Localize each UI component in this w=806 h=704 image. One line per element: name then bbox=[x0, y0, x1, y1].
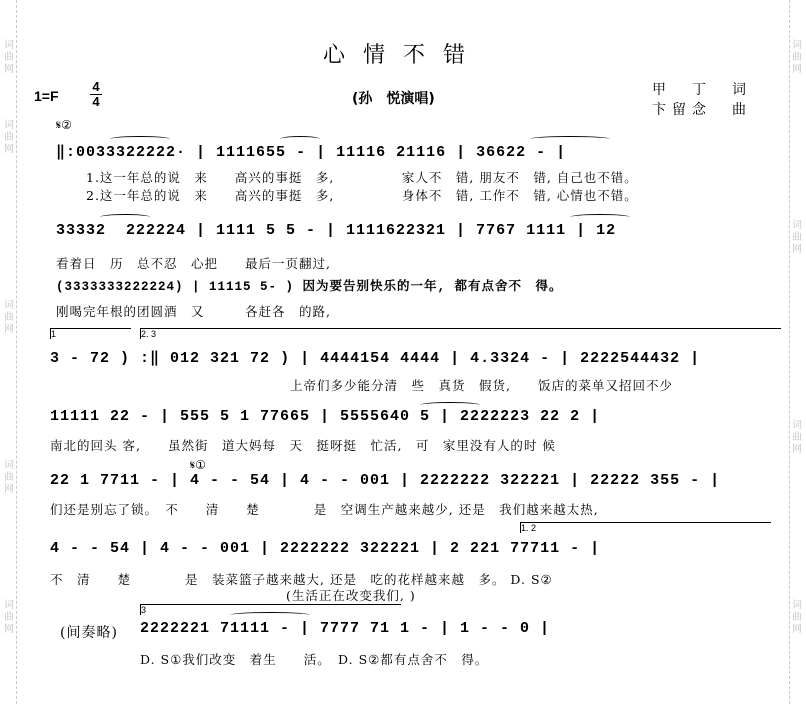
watermark-char: 网 bbox=[792, 444, 802, 455]
watermark-column-left bbox=[2, 0, 17, 704]
watermark-column-right bbox=[789, 0, 804, 704]
lyric-row: (生活正在改变我们, ) bbox=[286, 588, 416, 603]
lyric-row: (3333333222224) | 11115 5- ) 因为要告别快乐的一年, 都有点舍不 得。 bbox=[56, 280, 563, 294]
ending-number: 2. 3 bbox=[141, 329, 157, 339]
lyric-row: 南北的回头 客, 虽然街 道大妈每 天 挺呀挺 忙活, 可 家里没有人的时 候 bbox=[50, 438, 556, 453]
song-title: 心情不错 bbox=[322, 43, 483, 68]
lyric-verse-2: 2.这一年总的说 来 高兴的事挺 多, 身体不 错, 工作不 错, 心情也不错。 bbox=[86, 188, 638, 203]
singer-credit: (孙 悦演唱) bbox=[352, 91, 435, 107]
time-signature bbox=[90, 80, 102, 109]
notation-row: 4 - - 54 | 4 - - 001 | 2222222 322221 | 2 221 77711 - | bbox=[50, 540, 601, 557]
watermark-char: 词 bbox=[4, 40, 14, 51]
lyric-row: 们还是别忘了锁。 不 清 楚 是 空调生产越来越少, 还是 我们越来越太热, bbox=[50, 502, 599, 517]
watermark-char: 网 bbox=[792, 64, 802, 75]
watermark-char: 词 bbox=[4, 300, 14, 311]
lyric-verse-1: 1.这一年总的说 来 高兴的事挺 多, 家人不 错, 朋友不 错, 自己也不错。 bbox=[86, 170, 638, 185]
notation-row: 3 - 72 ) :‖ 012 321 72 ) | 4444154 4444 | 4.3324 - | 2222544432 | bbox=[50, 350, 701, 367]
watermark-char: 网 bbox=[4, 484, 14, 495]
lyric-row: 刚喝完年根的团圆酒 又 各赶各 的路, bbox=[56, 304, 331, 319]
watermark-char: 曲 bbox=[792, 232, 802, 243]
watermark-char: 词 bbox=[4, 460, 14, 471]
watermark-char: 网 bbox=[4, 64, 14, 75]
watermark-char: 曲 bbox=[4, 312, 14, 323]
watermark-char: 词 bbox=[792, 600, 802, 611]
watermark-char: 网 bbox=[792, 624, 802, 635]
watermark-char: 词 bbox=[792, 220, 802, 231]
watermark-char: 曲 bbox=[4, 612, 14, 623]
notation-row: 22 1 7711 - | 4 - - 54 | 4 - - 001 | 2222222 322221 | 22222 355 - | bbox=[50, 472, 721, 489]
lyric-row: 上帝们多少能分清 些 真货 假货, 饭店的菜单又招回不少 bbox=[290, 378, 673, 393]
segno-sign: 𝄋① bbox=[190, 458, 206, 472]
key-signature: 1=F bbox=[34, 88, 59, 104]
lyric-row: D. S①我们改变 着生 活。 D. S②都有点舍不 得。 bbox=[140, 652, 489, 667]
watermark-char: 网 bbox=[792, 244, 802, 255]
watermark-char: 词 bbox=[4, 120, 14, 131]
notation-row: 2222221 71111 - | 7777 71 1 - | 1 - - 0 | bbox=[140, 620, 551, 637]
lyricist-credit: 甲 丁 词 bbox=[652, 82, 752, 98]
credits-block bbox=[652, 80, 752, 120]
ending-number: 3 bbox=[141, 605, 147, 615]
time-signature-bottom: 4 bbox=[92, 94, 100, 109]
watermark-char: 网 bbox=[4, 324, 14, 335]
watermark-char: 曲 bbox=[4, 52, 14, 63]
watermark-char: 曲 bbox=[4, 132, 14, 143]
time-signature-top: 4 bbox=[92, 79, 100, 94]
watermark-char: 词 bbox=[792, 40, 802, 51]
interlude-note: (间奏略) bbox=[60, 625, 118, 641]
slur bbox=[230, 612, 310, 618]
notation-row: 11111 22 - | 555 5 1 77665 | 5555640 5 | 2222223 22 2 | bbox=[50, 408, 601, 425]
watermark-char: 曲 bbox=[792, 52, 802, 63]
segno-sign: 𝄋② bbox=[56, 118, 72, 132]
lyric-row: 不 清 楚 是 装菜篮子越来越大, 还是 吃的花样越来越 多。 D. S② bbox=[50, 572, 553, 587]
notation-row: 33332 222224 | 1111 5 5 - | 1111622321 | 7767 1111 | 12 bbox=[56, 222, 617, 239]
watermark-char: 曲 bbox=[792, 612, 802, 623]
slur bbox=[570, 214, 630, 220]
ending-number: 1 bbox=[51, 329, 57, 339]
watermark-char: 网 bbox=[4, 144, 14, 155]
ending-bracket-2 bbox=[140, 328, 781, 339]
ending-bracket-1 bbox=[50, 328, 131, 339]
slur bbox=[100, 214, 150, 220]
watermark-char: 曲 bbox=[4, 472, 14, 483]
watermark-char: 词 bbox=[792, 420, 802, 431]
ending-bracket bbox=[520, 522, 771, 533]
watermark-char: 网 bbox=[4, 624, 14, 635]
notation-row: ‖:0033322222· | 1111655 - | 11116 21116 | 36622 - | bbox=[56, 144, 567, 161]
watermark-char: 词 bbox=[4, 600, 14, 611]
lyric-row: 看着日 历 总不忍 心把 最后一页翻过, bbox=[56, 256, 331, 271]
ending-number: 1. 2 bbox=[521, 523, 537, 533]
watermark-char: 曲 bbox=[792, 432, 802, 443]
composer-credit: 卞留念 曲 bbox=[652, 102, 752, 118]
